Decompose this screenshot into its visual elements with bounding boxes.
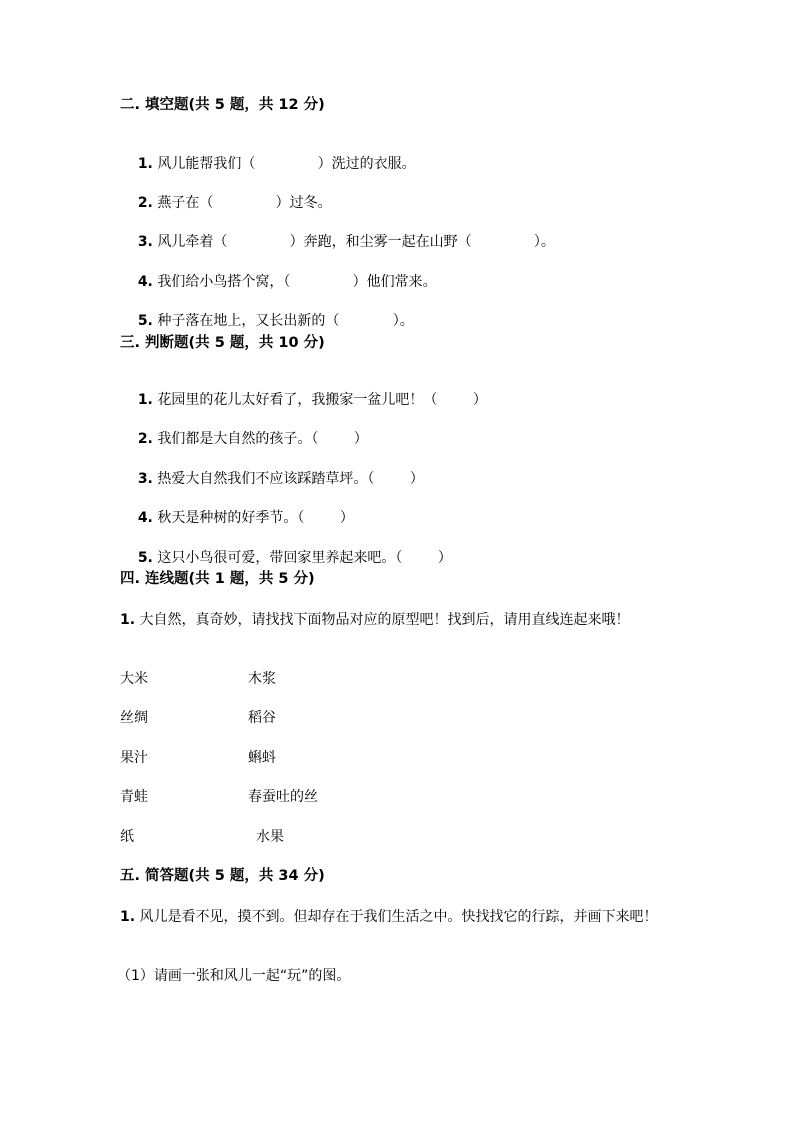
question-number: 3. [137,234,153,250]
section-heading-matching: 四. 连线题(共 1 题，共 5 分) [120,571,315,587]
matching-right-item: 春蚕吐的丝 [248,789,318,805]
question-text: 花园里的花儿太好看了，我搬家一盆儿吧！（ ） [152,392,487,408]
question-number: 5. [137,550,153,566]
question-text: 燕子在（ ）过冬。 [152,195,332,211]
matching-left-item: 丝绸 [120,710,148,726]
matching-left-item: 青蛙 [120,789,148,805]
question-number: 5. [137,313,153,329]
section-heading-short-answer: 五. 简答题(共 5 题，共 34 分) [120,868,325,884]
section-heading-true-false: 三. 判断题(共 5 题，共 10 分) [120,335,325,351]
question-text: 这只小鸟很可爱，带回家里养起来吧。（ ） [152,550,452,566]
question-number: 2. [137,431,153,447]
question-text: 我们给小鸟搭个窝，（ ）他们常来。 [152,274,437,290]
matching-left-item: 大米 [120,671,148,687]
matching-right-item: 水果 [256,829,284,845]
question-number: 4. [137,510,153,526]
question-text: 风儿能帮我们（ ）洗过的衣服。 [152,156,416,172]
matching-right-item: 蝌蚪 [248,750,276,766]
question-text: 风儿是看不见，摸不到。但却存在于我们生活之中。快找找它的行踪，并画下来吧！ [135,909,658,925]
section-heading-fill-blank: 二. 填空题(共 5 题，共 12 分) [120,97,325,113]
question-number: 1. [137,156,153,172]
matching-left-item: 纸 [120,829,134,845]
question-text: 我们都是大自然的孩子。（ ） [152,431,368,447]
question-text: 风儿牵着（ ）奔跑，和尘雾一起在山野（ ）。 [152,234,555,250]
question-number: 3. [137,471,153,487]
question-text: 大自然，真奇妙，请找找下面物品对应的原型吧！找到后，请用直线连起来哦！ [135,612,630,628]
matching-question-1 [120,610,668,630]
question-text: 秋天是种树的好季节。（ ） [152,510,354,526]
question-text: 种子落在地上，又长出新的（ ）。 [152,313,414,329]
question-number: 2. [137,195,153,211]
question-number: 4. [137,274,153,290]
short-answer-question-1 [120,907,668,927]
question-number: 1. [120,909,136,925]
short-answer-sub-question-1: （1）请画一张和风儿一起“玩”的图。 [117,968,351,984]
matching-right-item: 稻谷 [248,710,276,726]
matching-right-item: 木浆 [248,671,276,687]
question-number: 1. [120,612,136,628]
question-text: 热爱大自然我们不应该踩踏草坪。（ ） [152,471,424,487]
question-number: 1. [137,392,153,408]
matching-left-item: 果汁 [120,750,148,766]
